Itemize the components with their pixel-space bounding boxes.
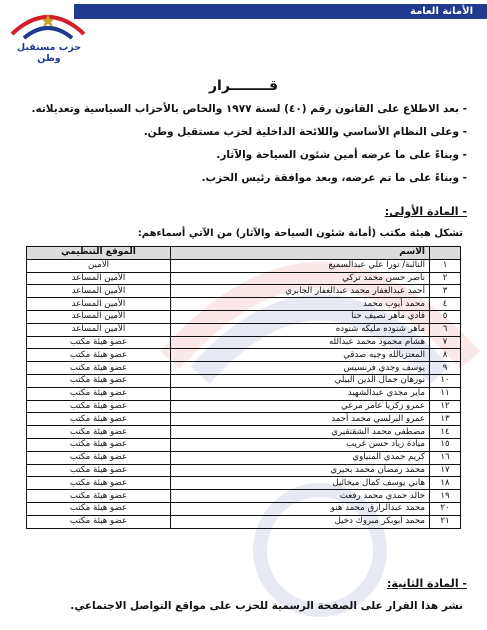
member-name: محمد رمضان محمد بحيري xyxy=(171,464,430,477)
table-row xyxy=(27,426,461,439)
member-name: خالد حمدي محمد رفعت xyxy=(171,490,430,503)
row-number: ١٠ xyxy=(430,374,461,387)
member-name: يوسف وجدي فرنسيس xyxy=(171,362,430,375)
table-row xyxy=(27,400,461,413)
table-row xyxy=(27,298,461,311)
preamble-item: - وبناءً على ما تم عرضه، وبعد موافقة رئيس الحزب. xyxy=(22,167,467,190)
member-position: الأمين المساعد xyxy=(27,310,171,323)
member-position: الأمين المساعد xyxy=(27,298,171,311)
header-number xyxy=(430,247,461,260)
table-row xyxy=(27,438,461,451)
member-position: عضو هيئة مكتب xyxy=(27,502,171,515)
member-position: عضو هيئة مكتب xyxy=(27,451,171,464)
document-title: قــــــــرار xyxy=(208,78,278,94)
preamble-item: - وعلى النظام الأساسي واللائحة الداخلية لحزب مستقبل وطن. xyxy=(22,121,467,144)
header-title: الأمانة العامة xyxy=(410,6,473,17)
member-name: ماير مجدي عبدالشهيد xyxy=(171,387,430,400)
member-position: عضو هيئة مكتب xyxy=(27,387,171,400)
member-position: عضو هيئة مكتب xyxy=(27,362,171,375)
table-row xyxy=(27,387,461,400)
table-row xyxy=(27,272,461,285)
header-position: الموقع التنظيمي xyxy=(27,247,171,260)
header-bar xyxy=(74,4,487,19)
table-row xyxy=(27,285,461,298)
table-row xyxy=(27,336,461,349)
table-row xyxy=(27,502,461,515)
row-number: ١٣ xyxy=(430,413,461,426)
row-number: ١٤ xyxy=(430,426,461,439)
table-row xyxy=(27,451,461,464)
table-row xyxy=(27,477,461,490)
logo-text: حزب مستقبل وطن xyxy=(16,42,82,64)
table-row xyxy=(27,490,461,503)
member-name: مصطفى محمد الشقنقيري xyxy=(171,426,430,439)
table-row xyxy=(27,259,461,272)
member-position: عضو هيئة مكتب xyxy=(27,349,171,362)
member-position: عضو هيئة مكتب xyxy=(27,438,171,451)
member-name: محمد عبدالرازق محمد هنو xyxy=(171,502,430,515)
table-row xyxy=(27,323,461,336)
row-number: ٣ xyxy=(430,285,461,298)
table-intro: تشكل هيئة مكتب (أمانة شئون السياحة والآثار) من الآتي أسماءهم: xyxy=(137,228,463,239)
table-row xyxy=(27,310,461,323)
member-position: عضو هيئة مكتب xyxy=(27,426,171,439)
member-position: عضو هيئة مكتب xyxy=(27,336,171,349)
member-name: نورهان جمال الدين البيلي xyxy=(171,374,430,387)
row-number: ٨ xyxy=(430,349,461,362)
member-name: المعتزبالله وجيه صدقي xyxy=(171,349,430,362)
member-name: أحمد عبدالغفار محمد عبدالغفار الجابري xyxy=(171,285,430,298)
member-name: عمرو زكريا عامر مرعي xyxy=(171,400,430,413)
row-number: ١٨ xyxy=(430,477,461,490)
member-position: عضو هيئة مكتب xyxy=(27,477,171,490)
row-number: ١٦ xyxy=(430,451,461,464)
header-name: الاسم xyxy=(171,247,430,260)
member-position: عضو هيئة مكتب xyxy=(27,374,171,387)
article-2-heading: - المادة الثانية: xyxy=(387,577,467,590)
table-row xyxy=(27,413,461,426)
member-position: عضو هيئة مكتب xyxy=(27,490,171,503)
row-number: ٢ xyxy=(430,272,461,285)
row-number: ١٧ xyxy=(430,464,461,477)
row-number: ١ xyxy=(430,259,461,272)
member-position: الأمين المساعد xyxy=(27,323,171,336)
row-number: ٥ xyxy=(430,310,461,323)
member-position: الأمين المساعد xyxy=(27,285,171,298)
members-table-body xyxy=(27,259,461,528)
article-1-heading: - المادة الأولى: xyxy=(385,205,467,218)
row-number: ٢٠ xyxy=(430,502,461,515)
row-number: ١٥ xyxy=(430,438,461,451)
member-position: عضو هيئة مكتب xyxy=(27,464,171,477)
table-row xyxy=(27,362,461,375)
member-name: ميادة زياد حسن غريب xyxy=(171,438,430,451)
table-row xyxy=(27,374,461,387)
row-number: ٦ xyxy=(430,323,461,336)
member-position: عضو هيئة مكتب xyxy=(27,413,171,426)
table-row xyxy=(27,349,461,362)
preamble xyxy=(22,98,467,190)
member-name: هشام محمود محمد عبدالله xyxy=(171,336,430,349)
members-table xyxy=(26,246,461,529)
member-name: ماهر شنوده مليكه شنوده xyxy=(171,323,430,336)
row-number: ٤ xyxy=(430,298,461,311)
member-name: كريم حمدي المنياوي xyxy=(171,451,430,464)
member-name: هاني يوسف كمال ميخائيل xyxy=(171,477,430,490)
member-position: الأمين المساعد xyxy=(27,272,171,285)
preamble-item: - بعد الاطلاع على القانون رقم (٤٠) لسنة ١٩٧٧ والخاص بالأحزاب السياسية وتعديلاته. xyxy=(22,98,467,121)
member-name: النائبة/ نورا علي عبدالسميع xyxy=(171,259,430,272)
preamble-item: - وبناءً على ما عرضه أمين شئون السياحة والآثار. xyxy=(22,144,467,167)
table-row xyxy=(27,464,461,477)
table-header-row xyxy=(27,247,461,260)
member-name: محمد أبوبكر مبروك دخيل xyxy=(171,515,430,528)
member-name: عمرو البرلسي محمد أحمد xyxy=(171,413,430,426)
member-position: الامين xyxy=(27,259,171,272)
row-number: ١٩ xyxy=(430,490,461,503)
row-number: ٧ xyxy=(430,336,461,349)
closing-text: نشر هذا القرار على الصفحة الرسمية للحزب على مواقع التواصل الاجتماعي. xyxy=(70,600,463,612)
member-name: ناصر حسن محمد تركي xyxy=(171,272,430,285)
member-name: فادي ماهر نصيف حنا xyxy=(171,310,430,323)
row-number: ١٢ xyxy=(430,400,461,413)
table-row xyxy=(27,515,461,528)
row-number: ٩ xyxy=(430,362,461,375)
member-position: عضو هيئة مكتب xyxy=(27,400,171,413)
member-name: محمد أيوب محمد xyxy=(171,298,430,311)
row-number: ٢١ xyxy=(430,515,461,528)
member-position: عضو هيئة مكتب xyxy=(27,515,171,528)
row-number: ١١ xyxy=(430,387,461,400)
